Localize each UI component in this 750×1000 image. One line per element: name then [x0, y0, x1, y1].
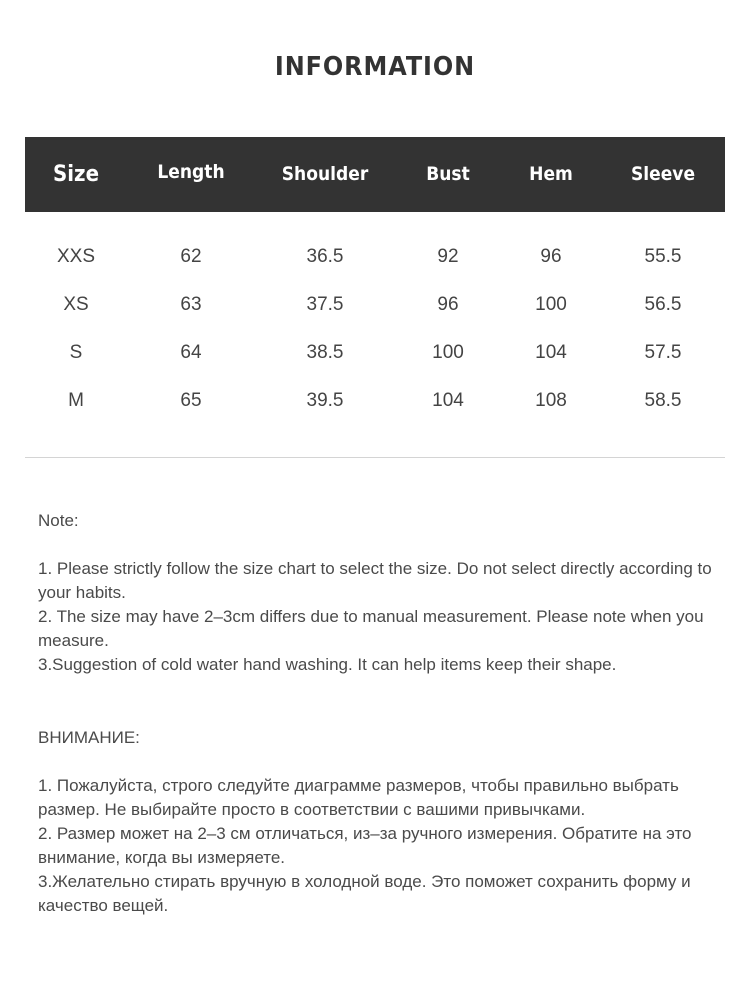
note-item: 1. Please strictly follow the size chart to select the size. Do not select directly according to your habits.	[38, 559, 712, 602]
note-item: 2. Размер может на 2–3 см отличаться, из–за ручного измерения. Обратите на это внимание, когда вы измеряете.	[38, 824, 692, 867]
notes-heading: Note:	[38, 511, 79, 530]
column-header-hem: Hem	[529, 163, 573, 185]
section-divider	[25, 457, 725, 458]
column-header-sleeve: Sleeve	[630, 163, 696, 185]
cell-length: 64	[180, 342, 202, 363]
notes-russian	[38, 726, 718, 918]
table-row	[0, 386, 750, 416]
cell-length: 62	[180, 246, 202, 267]
cell-shoulder: 36.5	[306, 246, 344, 267]
cell-shoulder: 39.5	[306, 390, 344, 411]
cell-size: S	[69, 342, 83, 363]
note-item: 3.Желательно стирать вручную в холодной воде. Это поможет сохранить форму и качество вещей.	[38, 872, 691, 915]
notes-heading: ВНИМАНИЕ:	[38, 728, 140, 747]
cell-bust: 104	[432, 390, 464, 411]
cell-hem: 108	[535, 390, 567, 411]
cell-hem: 104	[535, 342, 567, 363]
cell-bust: 100	[432, 342, 464, 363]
table-row	[0, 338, 750, 368]
cell-hem: 96	[540, 246, 562, 267]
cell-hem: 100	[535, 294, 567, 315]
cell-length: 63	[180, 294, 202, 315]
cell-size: XXS	[56, 246, 96, 267]
note-item: 2. The size may have 2–3cm differs due to manual measurement. Please note when you measure.	[38, 607, 704, 650]
cell-bust: 96	[437, 294, 459, 315]
notes-english	[38, 509, 718, 677]
column-header-bust: Bust	[426, 163, 470, 185]
cell-length: 65	[180, 390, 202, 411]
table-row	[0, 290, 750, 320]
page-title: INFORMATION	[274, 52, 476, 82]
note-item: 3.Suggestion of cold water hand washing. It can help items keep their shape.	[38, 655, 617, 674]
column-header-shoulder: Shoulder	[281, 163, 369, 185]
column-header-size: Size	[52, 162, 100, 187]
cell-shoulder: 38.5	[306, 342, 344, 363]
column-header-length: Length	[157, 161, 225, 183]
size-table-header	[25, 137, 725, 212]
cell-sleeve: 57.5	[644, 342, 682, 363]
cell-shoulder: 37.5	[306, 294, 344, 315]
cell-size: M	[68, 390, 84, 411]
cell-sleeve: 56.5	[644, 294, 682, 315]
cell-size: XS	[63, 294, 89, 315]
table-row	[0, 242, 750, 272]
cell-sleeve: 55.5	[644, 246, 682, 267]
note-item: 1. Пожалуйста, строго следуйте диаграмме размеров, чтобы правильно выбрать размер. Не выбирайте просто в соответствии с вашими привычками.	[38, 776, 679, 819]
cell-sleeve: 58.5	[644, 390, 682, 411]
cell-bust: 92	[437, 246, 459, 267]
